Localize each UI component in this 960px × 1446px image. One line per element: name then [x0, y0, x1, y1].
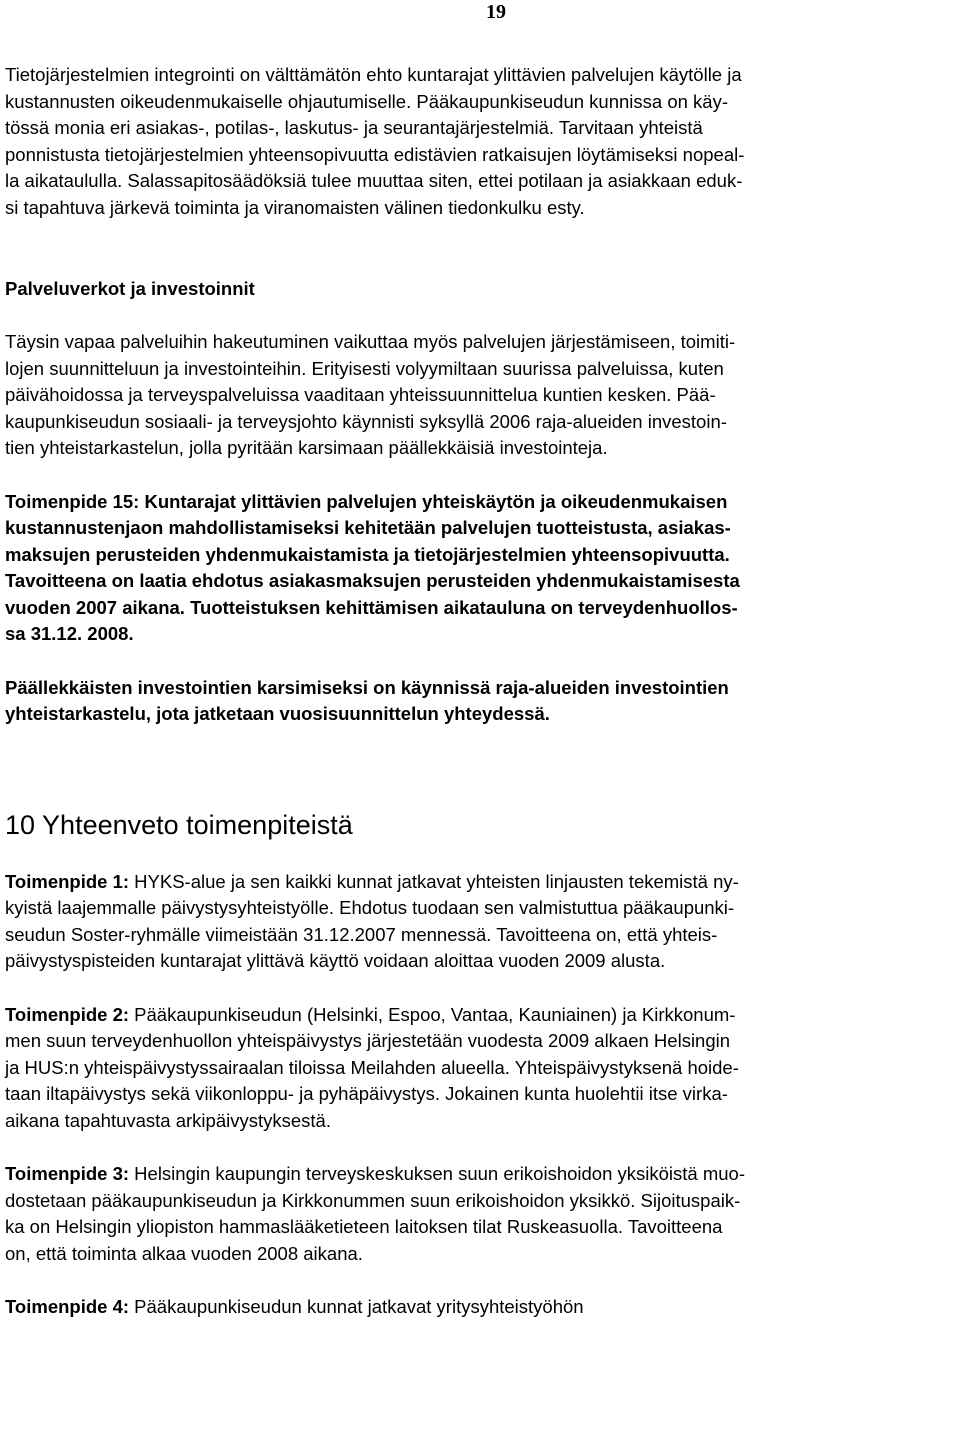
measure-15-paragraph: Toimenpide 15: Kuntarajat ylittävien palvelujen yhteiskäytön ja oikeudenmukaisen kustannustenjaon mahdollistamiseksi kehitetään palvelujen tuotteistusta, asiakas- maksujen perusteiden yhdenmukaistamista ja tietojärjestelmien yhteensopivuutta. Tavoitteena on laatia ehdotus asiakasmaksujen perusteiden yhdenmukaistamisesta vuoden 2007 aikana. Tuotteistuksen kehittämisen aikatauluna on terveydenhuollos- sa 31.12. 2008. — [5, 490, 740, 644]
measure-2-paragraph — [5, 1002, 955, 1135]
spacer — [5, 842, 955, 869]
spacer — [5, 221, 955, 276]
measure-2-label: Toimenpide 2: — [5, 1003, 130, 1025]
measure-3-text: Helsingin kaupungin terveyskeskuksen suun erikoishoidon yksiköistä muo- dostetaan pääkaupunkiseudun ja Kirkkonummen suun erikoishoidon yksikkö. Sijoituspaik- ka on Helsingin yliopiston hammaslääketieteen laitoksen tilat Ruskeasuolla. Tavoitteena on, että toiminta alkaa vuoden 2008 aikana. — [5, 1163, 745, 1264]
page-number: 19 — [486, 1, 506, 23]
chapter-title: 10 Yhteenveto toimenpiteistä — [5, 809, 353, 840]
measure-1-label: Toimenpide 1: — [5, 870, 130, 892]
measure-4-paragraph — [5, 1294, 955, 1321]
overlap-investments-paragraph: Päällekkäisten investointien karsimiseksi on käynnissä raja-alueiden investointien yhteistarkastelu, jota jatketaan vuosisuunnittelun yhteydessä. — [5, 676, 729, 724]
section-heading: Palveluverkot ja investoinnit — [5, 278, 255, 299]
measure-4-label: Toimenpide 4: — [5, 1296, 130, 1317]
measure-2-text: Pääkaupunkiseudun (Helsinki, Espoo, Vantaa, Kauniainen) ja Kirkkonum- men suun terveydenhuollon yhteispäivystys järjestetään vuodesta 2009 alkaen Helsingin ja HUS:n yhteispäivystyssairaalan tiloissa Meilahden alueella. Yhteispäivystyksenä hoide- taan iltapäivystys sekä viikonloppu- ja pyhäpäivystys. Jokainen kunta huolehtii itse virka- aikana tapahtuvasta arkipäivystyksestä. — [5, 1003, 739, 1131]
measure-3-label: Toimenpide 3: — [5, 1163, 130, 1184]
spacer — [5, 1134, 955, 1161]
measure-1-text: HYKS-alue ja sen kaikki kunnat jatkavat yhteisten linjausten tekemistä ny- kyistä laajemmalle päivystysyhteistyölle. Ehdotus tuodaan sen valmistuttua pääkaupunki- seudun Soster-ryhmälle viimeistään 31.12.2007 mennessä. Tavoitteena on, että yhteis- päivystyspisteiden kuntarajat ylittävä käyttö voidaan aloittaa vuoden 2009 alusta. — [5, 870, 739, 971]
spacer — [5, 462, 955, 489]
spacer — [5, 648, 955, 675]
measure-1-paragraph — [5, 869, 955, 975]
measure-4-text: Pääkaupunkiseudun kunnat jatkavat yritysyhteistyöhön — [129, 1296, 584, 1317]
spacer — [5, 975, 955, 1002]
paragraph-investments: Täysin vapaa palveluihin hakeutuminen vaikuttaa myös palvelujen järjestämiseen, toimiti- lojen suunnitteluun ja investointeihin. Erityisesti volyymiltaan suurissa palveluissa, kuten päivähoidossa ja terveyspalveluissa vaaditaan yhteissuunnittelua kuntien kesken. Pää- kaupunkiseudun sosiaali- ja terveysjohto käynnisti syksyllä 2006 raja-alueiden investoin- tien yhteistarkastelun, jolla pyritään karsimaan päällekkäisiä investointeja. — [5, 331, 736, 458]
spacer — [5, 1267, 955, 1294]
spacer — [5, 728, 955, 808]
spacer — [5, 302, 955, 329]
measure-3-paragraph — [5, 1161, 955, 1267]
document-body — [5, 62, 955, 1321]
paragraph-it-integration: Tietojärjestelmien integrointi on välttämätön ehto kuntarajat ylittävien palvelujen käytölle ja kustannusten oikeudenmukaiselle ohjautumiselle. Pääkaupunkiseudun kunnissa on käy- tössä monia eri asiakas-, potilas-, laskutus- ja seurantajärjestelmiä. Tarvitaan yhteistä ponnistusta tietojärjestelmien yhteensopivuutta edistävien ratkaisujen löytämiseksi nopeal- la aikataululla. Salassapitosäädöksiä tulee muuttaa siten, ettei potilaan ja asiakkaan eduk- si tapahtuva järkevä toiminta ja viranomaisten välinen tiedonkulku esty. — [5, 64, 745, 218]
